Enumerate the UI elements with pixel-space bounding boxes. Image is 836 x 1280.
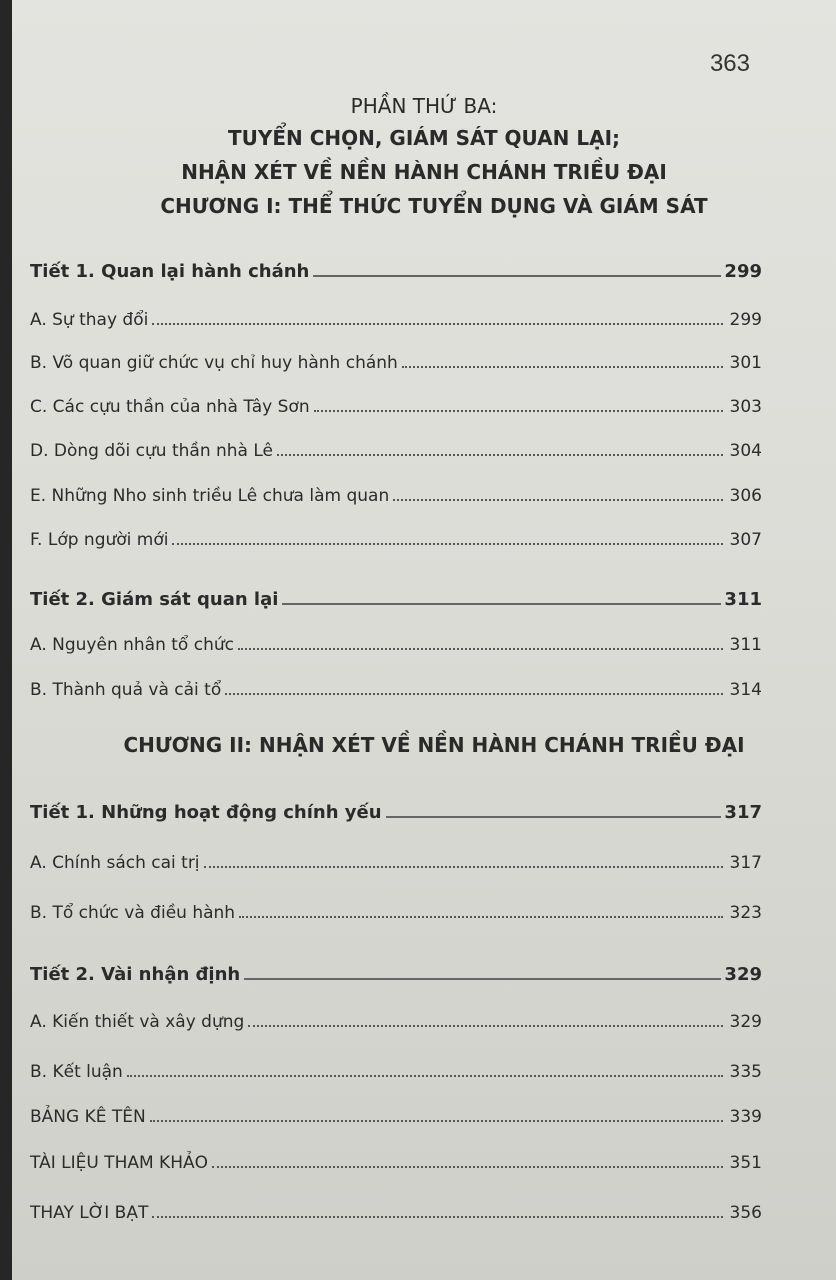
toc-entry: [30, 431, 762, 461]
toc-entry-label: Tiết 1. Những hoạt động chính yếu: [30, 802, 382, 823]
dot-leader: [277, 453, 723, 456]
toc-entry-page: 329: [724, 964, 762, 985]
toc-entry-page: 335: [729, 1062, 762, 1082]
toc-entry: [30, 843, 762, 873]
toc-entry-page: 356: [729, 1203, 762, 1223]
dot-leader: [172, 542, 723, 545]
dot-leader: [402, 365, 723, 368]
toc-entry: [30, 1097, 762, 1127]
toc-entry: [30, 1052, 762, 1082]
toc-entry-page: 329: [729, 1012, 762, 1032]
toc-entry-page: 304: [729, 441, 762, 461]
page-number: 363: [709, 50, 750, 77]
toc-entry: [30, 343, 762, 373]
toc-entry: [30, 1143, 762, 1173]
toc-entry: [30, 520, 762, 550]
part-label: PHẦN THỨ BA:: [350, 94, 498, 118]
toc-entry-page: 299: [724, 261, 762, 282]
toc-entry-label: A. Kiến thiết và xây dựng: [30, 1012, 245, 1032]
toc-entry-label: F. Lớp người mới: [30, 530, 169, 550]
toc-entry-page: 311: [729, 635, 762, 655]
toc-entry: [30, 893, 762, 923]
toc-entry-label: A. Chính sách cai trị: [30, 853, 200, 873]
dot-leader: [238, 647, 723, 650]
part-title-line-2: NHẬN XÉT VỀ NỀN HÀNH CHÁNH TRIỀU ĐẠI: [181, 160, 667, 184]
dot-leader: [127, 1074, 723, 1077]
dot-leader: [212, 1165, 723, 1168]
toc-entry: [30, 625, 762, 655]
dot-leader: [239, 915, 723, 918]
toc-entry: [30, 670, 762, 700]
dot-leader: [204, 865, 723, 868]
toc-entry-label: D. Dòng dõi cựu thần nhà Lê: [30, 441, 274, 461]
toc-entry-page: 301: [729, 353, 762, 373]
toc-entry-page: 323: [729, 903, 762, 923]
toc-entry-label: B. Tổ chức và điều hành: [30, 903, 236, 923]
toc-entry-label: Tiết 2. Giám sát quan lại: [30, 589, 279, 610]
toc-entry-label: C. Các cựu thần của nhà Tây Sơn: [30, 397, 310, 417]
toc-entry-page: 307: [729, 530, 762, 550]
toc-entry-page: 311: [724, 589, 762, 610]
toc-entry-page: 303: [729, 397, 762, 417]
chapter-1-title: CHƯƠNG I: THỂ THỨC TUYỂN DỤNG VÀ GIÁM SÁT: [160, 194, 708, 218]
part-title-line-1: TUYỂN CHỌN, GIÁM SÁT QUAN LẠI;: [227, 126, 621, 150]
dot-leader: [282, 602, 721, 605]
chapter-2-title: CHƯƠNG II: NHẬN XÉT VỀ NỀN HÀNH CHÁNH TRIỀU ĐẠI: [123, 733, 745, 757]
dot-leader: [152, 322, 723, 325]
dot-leader: [248, 1024, 723, 1027]
toc-entry: [30, 1193, 762, 1223]
toc-entry-label: A. Nguyên nhân tổ chức: [30, 635, 234, 655]
dot-leader: [313, 274, 721, 277]
dot-leader: [314, 409, 723, 412]
toc-entry-page: 299: [729, 310, 762, 330]
toc-entry-label: Tiết 2. Vài nhận định: [30, 964, 241, 985]
dot-leader: [386, 815, 722, 818]
dot-leader: [225, 692, 723, 695]
toc-entry: [30, 252, 762, 282]
toc-entry-label: B. Thành quả và cải tổ: [30, 680, 222, 700]
toc-entry-page: 306: [729, 486, 762, 506]
toc-entry-label: B. Kết luận: [30, 1062, 123, 1082]
dot-leader: [150, 1119, 723, 1122]
toc-entry-page: 314: [729, 680, 762, 700]
toc-entry-label: Tiết 1. Quan lại hành chánh: [30, 261, 310, 282]
toc-entry: [30, 1002, 762, 1032]
dot-leader: [244, 977, 721, 980]
toc-entry-label: BẢNG KÊ TÊN: [30, 1107, 146, 1127]
toc-entry: [30, 580, 762, 610]
toc-entry-label: TÀI LIỆU THAM KHẢO: [30, 1153, 208, 1173]
toc-entry: [30, 955, 762, 985]
toc-entry-page: 317: [729, 853, 762, 873]
dot-leader: [152, 1215, 723, 1218]
toc-entry: [30, 476, 762, 506]
dot-leader: [393, 498, 723, 501]
toc-entry-page: 351: [729, 1153, 762, 1173]
toc-entry-label: E. Những Nho sinh triều Lê chưa làm quan: [30, 486, 390, 506]
toc-entry-page: 339: [729, 1107, 762, 1127]
toc-entry: [30, 793, 762, 823]
toc-entry: [30, 387, 762, 417]
toc-entry-label: B. Võ quan giữ chức vụ chỉ huy hành chánh: [30, 353, 398, 373]
toc-entry-label: THAY LỜI BẠT: [30, 1203, 149, 1223]
toc-entry-page: 317: [724, 802, 762, 823]
toc-entry-label: A. Sự thay đổi: [30, 310, 149, 330]
book-page: [12, 0, 836, 1280]
toc-entry: [30, 300, 762, 330]
